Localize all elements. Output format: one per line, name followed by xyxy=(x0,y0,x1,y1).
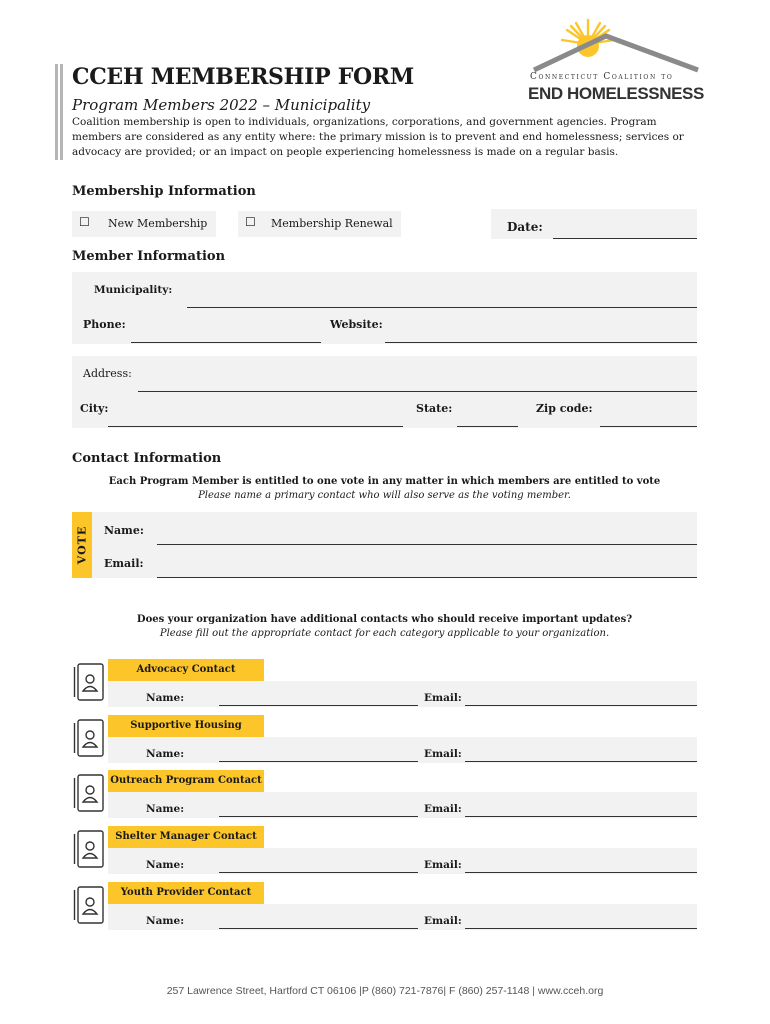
renewal-label: Membership Renewal xyxy=(271,217,393,230)
city-label: City: xyxy=(80,402,109,415)
address-label: Address: xyxy=(83,367,132,380)
vote-name-input-line[interactable] xyxy=(157,544,697,545)
website-label: Website: xyxy=(330,318,383,331)
contact-card-icon xyxy=(72,663,104,701)
municipality-input-line[interactable] xyxy=(187,307,697,308)
supportive-housing-name-input-line[interactable] xyxy=(219,761,418,762)
contact-heading: Contact Information xyxy=(72,451,222,466)
phone-label: Phone: xyxy=(83,318,126,331)
state-label: State: xyxy=(416,402,453,415)
vote-email-input-line[interactable] xyxy=(157,577,697,578)
category-email-label: Email: xyxy=(424,859,462,871)
category-row-youth-provider xyxy=(108,904,697,930)
youth-provider-email-input-line[interactable] xyxy=(465,928,697,929)
website-input-line[interactable] xyxy=(385,342,697,343)
category-row-advocacy xyxy=(108,681,697,707)
member-heading: Member Information xyxy=(72,249,226,264)
intro-line-1: Coalition membership is open to individuals, organizations, corporations, and government agencies. Program xyxy=(72,116,657,128)
header-bar-2 xyxy=(60,64,63,160)
category-name-label: Name: xyxy=(146,859,185,871)
renewal-option[interactable] xyxy=(238,211,401,237)
category-name-label: Name: xyxy=(146,803,185,815)
additional-subnote: Please fill out the appropriate contact for each category applicable to your organization. xyxy=(159,628,610,639)
date-input-line[interactable] xyxy=(553,238,697,239)
vote-email-label: Email: xyxy=(104,557,144,570)
member-block-2 xyxy=(72,356,697,428)
vote-tab-label: VOTE xyxy=(75,525,89,565)
new-membership-label: New Membership xyxy=(108,217,208,230)
contact-card-icon xyxy=(72,774,104,812)
vote-contact-block xyxy=(92,512,697,578)
additional-question: Does your organization have additional contacts who should receive important updates? xyxy=(136,614,633,625)
youth-provider-name-input-line[interactable] xyxy=(219,928,418,929)
date-label: Date: xyxy=(507,220,543,234)
category-email-label: Email: xyxy=(424,803,462,815)
new-membership-checkbox[interactable]: ☐ xyxy=(79,215,90,229)
intro-line-2: members are considered as any entity where: the primary mission is to prevent and end homelessness; services or xyxy=(72,131,684,143)
supportive-housing-email-input-line[interactable] xyxy=(465,761,697,762)
category-title-shelter-manager: Shelter Manager Contact xyxy=(108,826,264,848)
intro-line-3: advocacy are provided; or an impact on people experiencing homelessness is made on a regular basis. xyxy=(72,146,619,158)
contact-card-icon xyxy=(72,719,104,757)
outreach-email-input-line[interactable] xyxy=(465,816,697,817)
header-bar-1 xyxy=(55,64,58,160)
vote-name-label: Name: xyxy=(104,524,144,537)
zip-label: Zip code: xyxy=(536,402,593,415)
category-name-label: Name: xyxy=(146,748,185,760)
member-block-1 xyxy=(72,272,697,344)
page-subtitle: Program Members 2022 – Municipality xyxy=(72,96,371,114)
shelter-manager-name-input-line[interactable] xyxy=(219,872,418,873)
phone-input-line[interactable] xyxy=(131,342,321,343)
renewal-checkbox[interactable]: ☐ xyxy=(245,215,256,229)
sun-icon xyxy=(528,14,700,76)
category-row-supportive-housing xyxy=(108,737,697,763)
cceh-logo xyxy=(528,14,704,106)
advocacy-email-input-line[interactable] xyxy=(465,705,697,706)
logo-line-1: Connecticut Coalition to xyxy=(530,72,674,82)
category-title-supportive-housing: Supportive Housing xyxy=(108,715,264,737)
category-row-shelter-manager xyxy=(108,848,697,874)
new-membership-option[interactable] xyxy=(72,211,216,237)
shelter-manager-email-input-line[interactable] xyxy=(465,872,697,873)
state-input-line[interactable] xyxy=(457,426,518,427)
category-row-outreach xyxy=(108,792,697,818)
page-title: CCEH MEMBERSHIP FORM xyxy=(72,64,414,90)
category-title-advocacy: Advocacy Contact xyxy=(108,659,264,681)
category-title-outreach: Outreach Program Contact xyxy=(108,770,264,792)
category-email-label: Email: xyxy=(424,748,462,760)
municipality-label: Municipality: xyxy=(94,284,173,296)
city-input-line[interactable] xyxy=(108,426,403,427)
vote-subnote: Please name a primary contact who will also serve as the voting member. xyxy=(198,490,571,501)
category-email-label: Email: xyxy=(424,915,462,927)
category-title-youth-provider: Youth Provider Contact xyxy=(108,882,264,904)
contact-card-icon xyxy=(72,886,104,924)
address-input-line[interactable] xyxy=(138,391,697,392)
logo-line-2: END HOMELESSNESS xyxy=(528,84,704,103)
outreach-name-input-line[interactable] xyxy=(219,816,418,817)
vote-note: Each Program Member is entitled to one vote in any matter in which members are entitled to vote xyxy=(108,476,661,487)
footer-address: 257 Lawrence Street, Hartford CT 06106 |P (860) 721-7876| F (860) 257-1148 | www.cceh.org xyxy=(166,985,604,997)
advocacy-name-input-line[interactable] xyxy=(219,705,418,706)
zip-input-line[interactable] xyxy=(600,426,697,427)
category-email-label: Email: xyxy=(424,692,462,704)
contact-card-icon xyxy=(72,830,104,868)
category-name-label: Name: xyxy=(146,915,185,927)
membership-heading: Membership Information xyxy=(72,184,256,199)
category-name-label: Name: xyxy=(146,692,185,704)
